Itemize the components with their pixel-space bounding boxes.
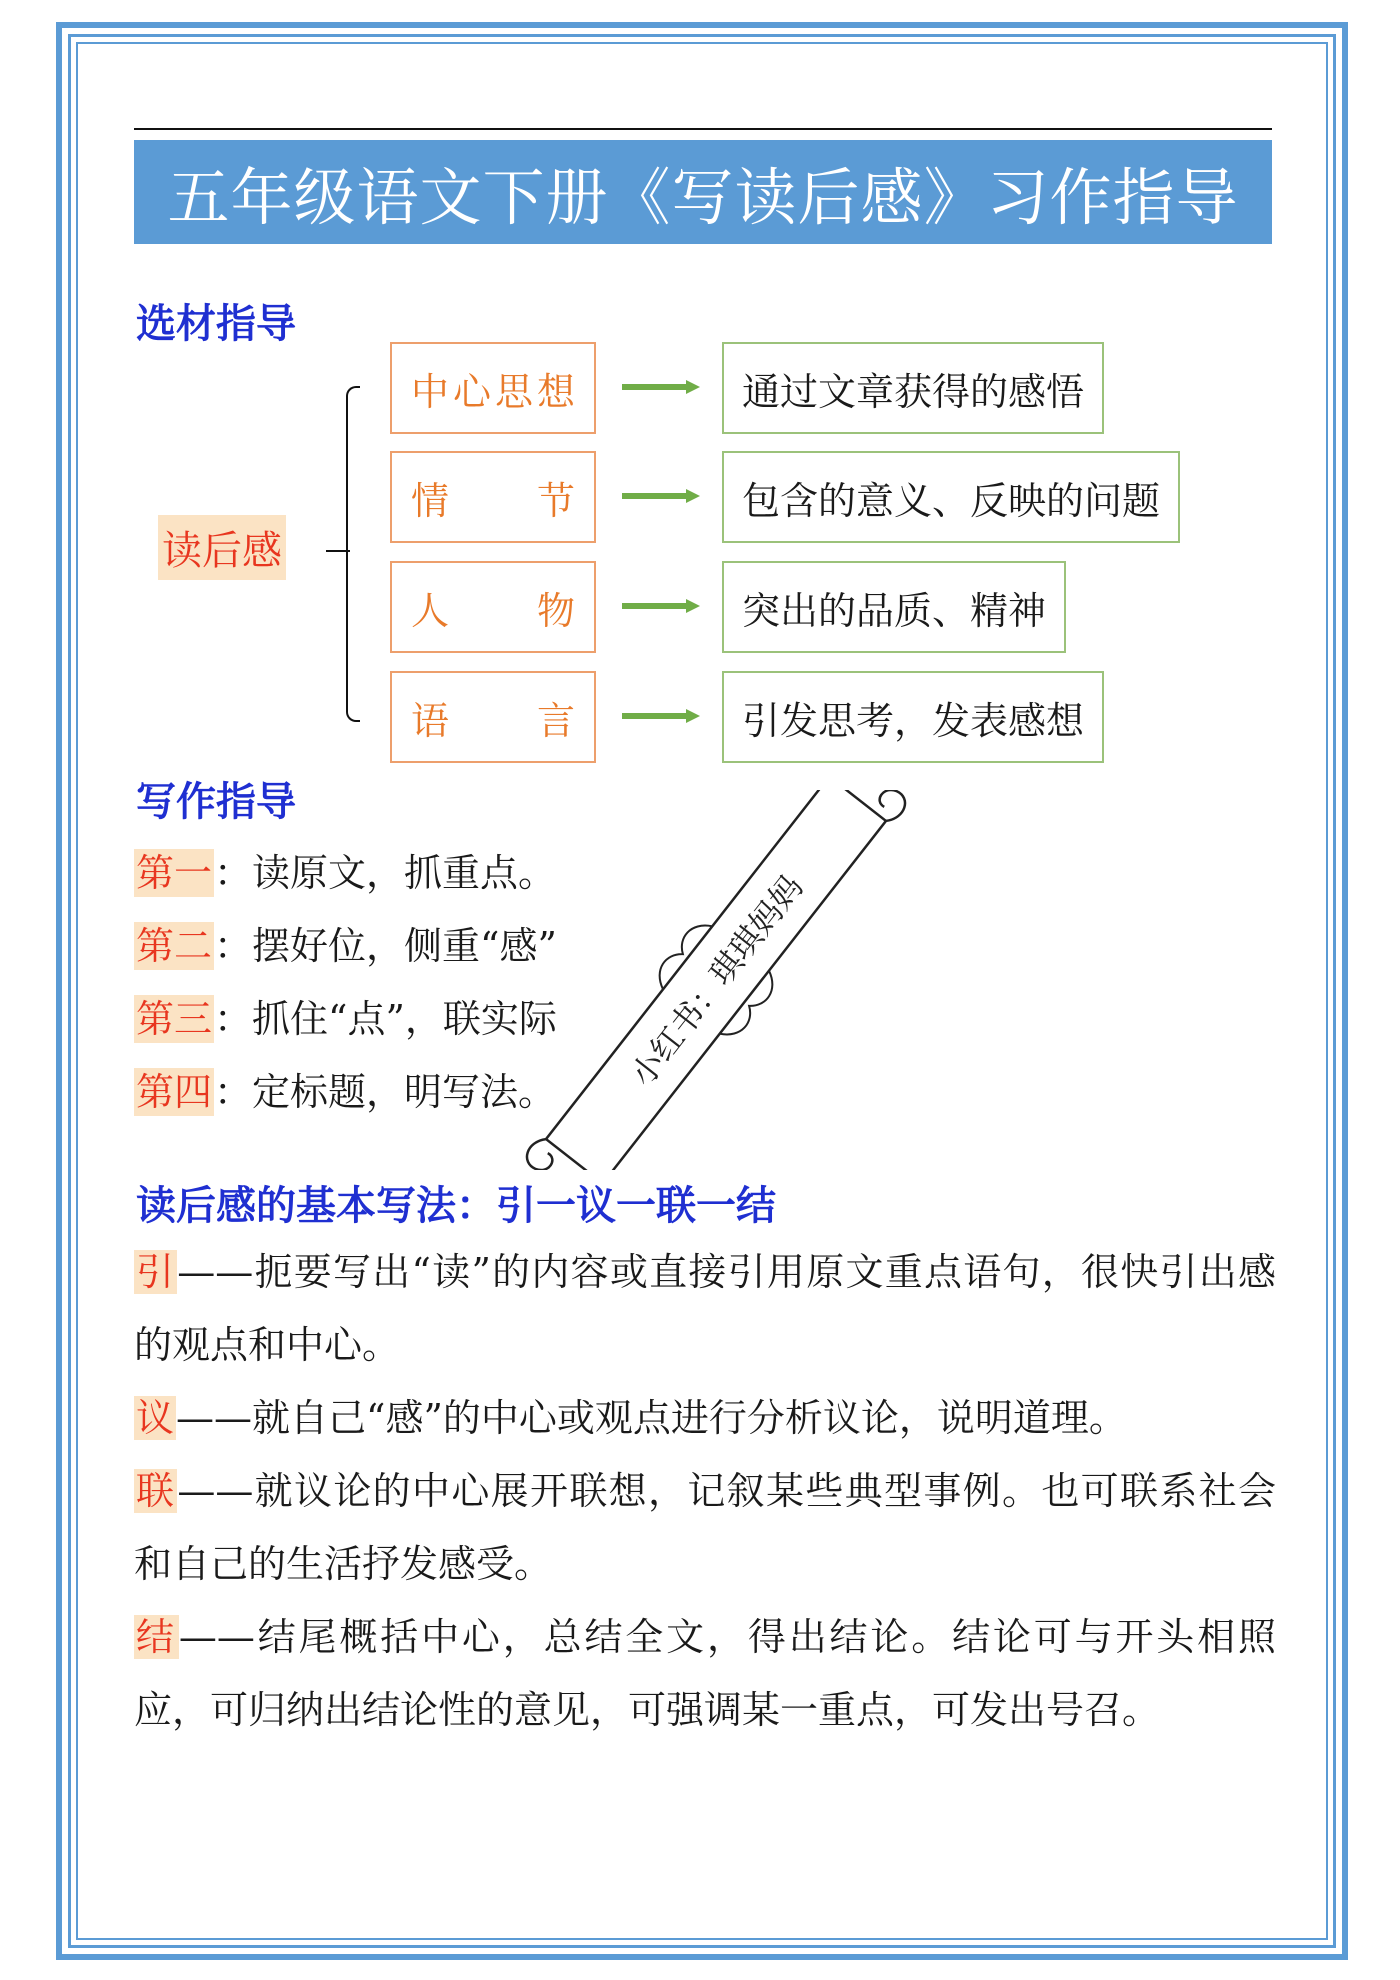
concept-label: 语言	[411, 698, 575, 743]
concept-box-plot	[390, 451, 596, 543]
description-box-character: 突出的品质、精神	[722, 561, 1066, 653]
step-label: 第一	[136, 851, 213, 895]
concept-label: 人物	[411, 588, 575, 633]
watermark-text: 小红书：琪琪妈妈	[623, 868, 811, 1094]
description-box-theme: 通过文章获得的感悟	[722, 342, 1104, 434]
description-box-language: 引发思考，发表感想	[722, 671, 1104, 763]
description-box-plot: 包含的意义、反映的问题	[722, 451, 1180, 543]
step-text: ：定标题，明写法。	[214, 1070, 557, 1114]
method-key: 结	[136, 1615, 177, 1659]
arrow-icon	[622, 599, 700, 613]
page-title: 五年级语文下册《写读后感》习作指导	[167, 160, 1239, 234]
method-paragraph	[134, 1601, 1276, 1747]
title-rule	[134, 128, 1272, 130]
method-paragraph	[134, 1382, 1276, 1455]
step-text: ：摆好位，侧重“感”	[214, 924, 557, 968]
arrow-icon	[622, 709, 700, 723]
method-text: ——就议论的中心展开联想，记叙某些典型事例。也可联系社会和自己的生活抒发感受。	[134, 1469, 1276, 1586]
step-label: 第三	[136, 997, 213, 1041]
title-banner	[134, 140, 1272, 244]
step-label: 第二	[136, 924, 213, 968]
step-text: ：读原文，抓重点。	[214, 851, 557, 895]
section-heading-method: 读后感的基本写法：引一议一联一结	[136, 1183, 776, 1229]
arrow-icon	[622, 489, 700, 503]
concept-label: 中心思想	[411, 369, 575, 414]
method-text: ——就自己“感”的中心或观点进行分析议论，说明道理。	[176, 1396, 1127, 1440]
step-text: ：抓住“点”，联实际	[214, 997, 557, 1041]
bracket	[346, 386, 360, 722]
concept-box-theme	[390, 342, 596, 434]
method-text: ——结尾概括中心，总结全文，得出结论。结论可与开头相照应，可归纳出结论性的意见，可强调某一重点，可发出号召。	[134, 1615, 1276, 1732]
method-text: ——扼要写出“读”的内容或直接引用原文重点语句，很快引出感的观点和中心。	[134, 1250, 1276, 1367]
method-paragraph	[134, 1455, 1276, 1601]
diagram-root: 读后感	[158, 515, 286, 580]
method-paragraph	[134, 1236, 1276, 1382]
step-label: 第四	[136, 1070, 213, 1114]
section-heading-writing: 写作指导	[136, 779, 296, 825]
concept-label: 情节	[411, 478, 575, 523]
concept-box-character	[390, 561, 596, 653]
section-heading-material: 选材指导	[136, 301, 296, 347]
concept-box-language	[390, 671, 596, 763]
arrow-icon	[622, 380, 700, 394]
watermark-scroll	[476, 790, 956, 1170]
method-key: 联	[136, 1469, 176, 1513]
method-key: 议	[136, 1396, 175, 1440]
method-key: 引	[136, 1250, 176, 1294]
